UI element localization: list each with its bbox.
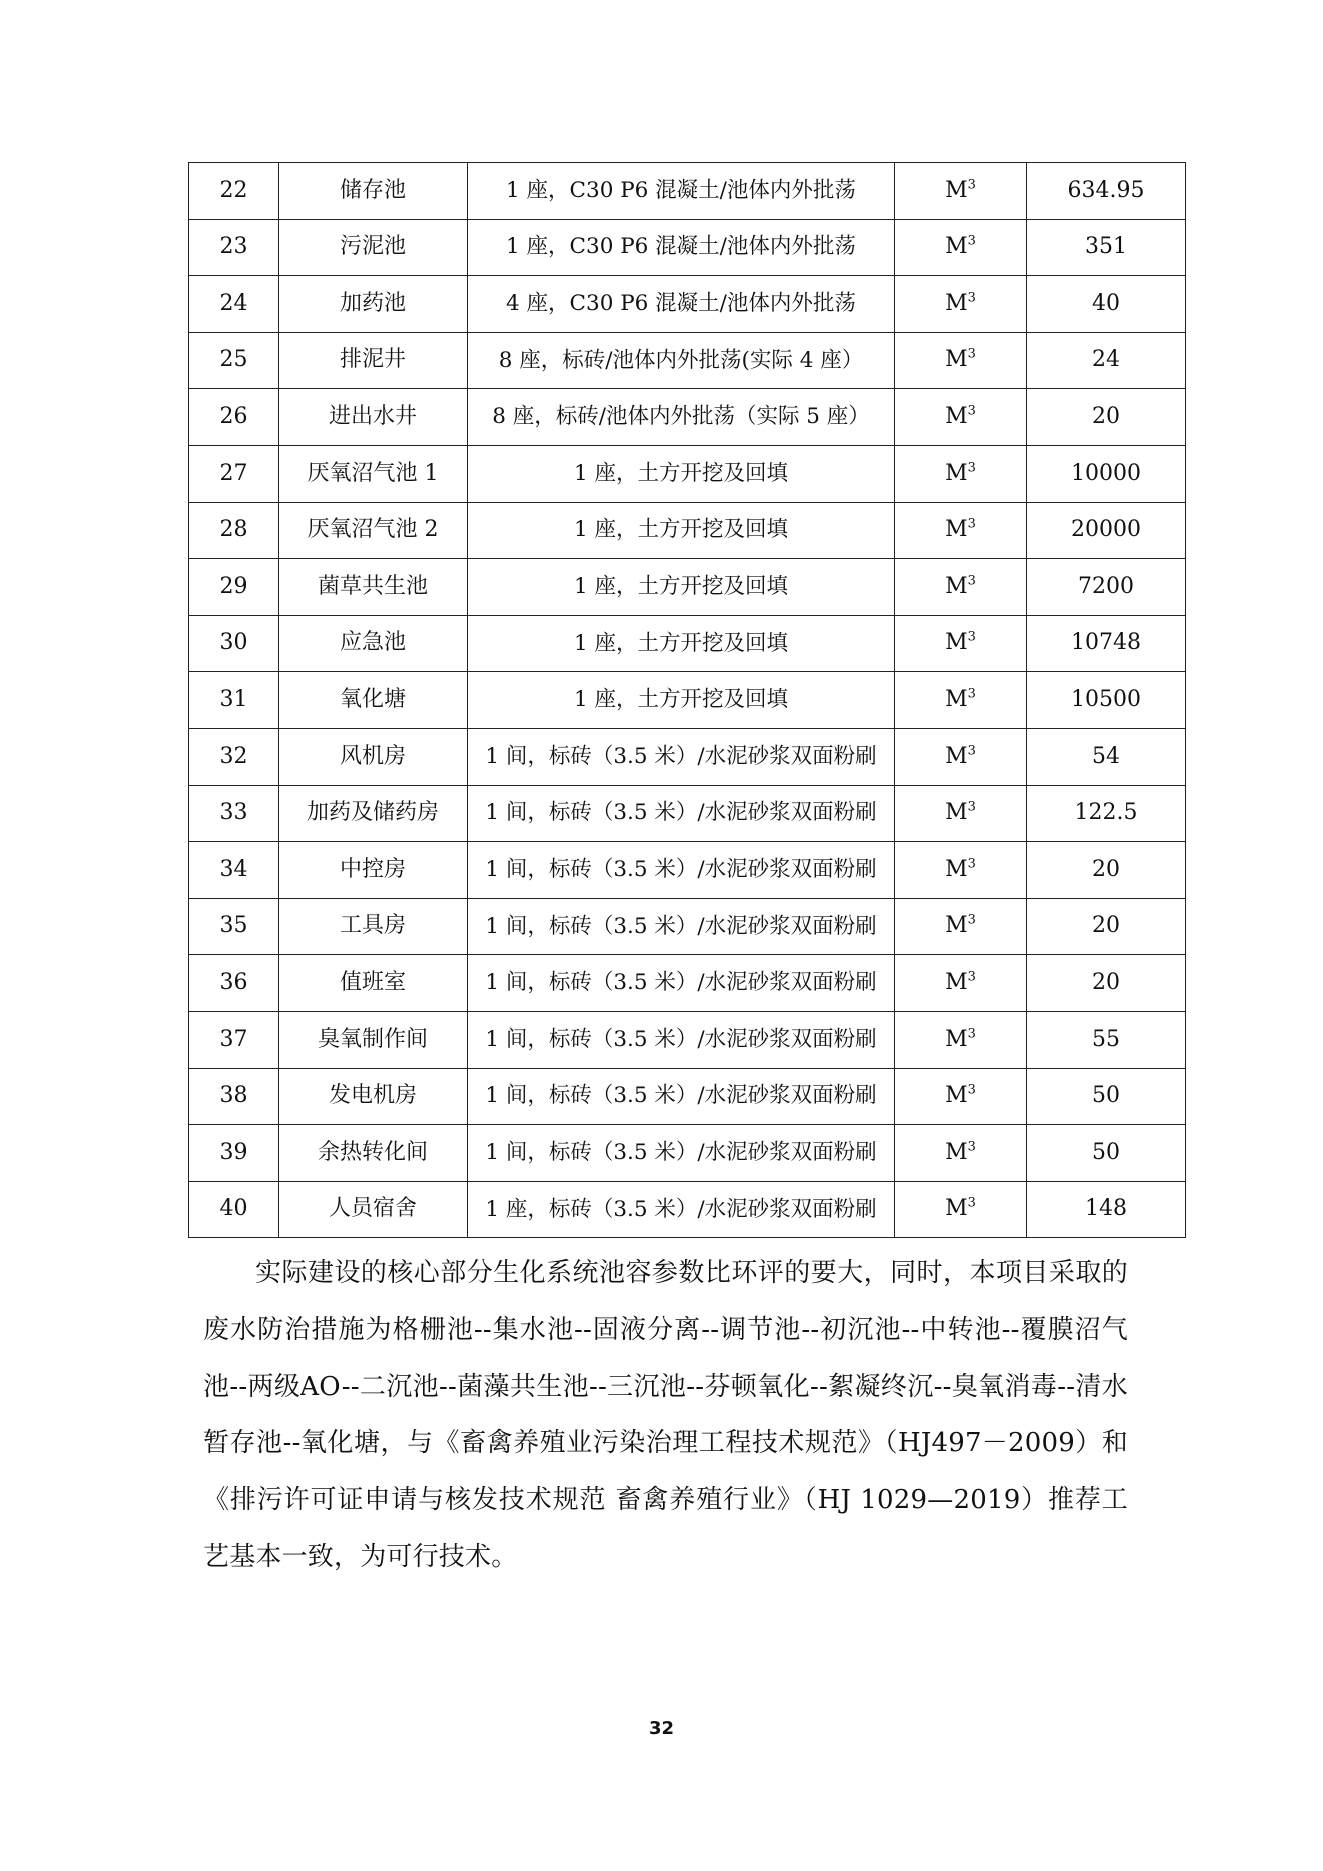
- table-row-22: [189, 163, 1186, 220]
- unit-cell: [895, 1181, 1027, 1238]
- item-description-cell: 1 间，标砖（3.5 米）/水泥砂浆双面粉刷: [468, 1125, 895, 1182]
- quantity-cell: 50: [1027, 1125, 1186, 1182]
- item-description-cell: 8 座，标砖/池体内外批荡（实际 5 座）: [468, 389, 895, 446]
- item-name-cell: 人员宿舍: [279, 1181, 468, 1238]
- item-number-cell: 36: [189, 955, 279, 1012]
- item-name-cell: 氧化塘: [279, 672, 468, 729]
- table-row-40: [189, 1181, 1186, 1238]
- item-number-cell: 29: [189, 559, 279, 616]
- unit-exponent: 3: [967, 1082, 976, 1098]
- item-number-cell: 33: [189, 785, 279, 842]
- quantity-cell: 24: [1027, 332, 1186, 389]
- unit-base: M: [945, 800, 968, 826]
- unit-base: M: [945, 234, 968, 260]
- item-number-cell: 35: [189, 898, 279, 955]
- unit-exponent: 3: [967, 177, 976, 193]
- table-row-32: [189, 728, 1186, 785]
- table-row-27: [189, 445, 1186, 502]
- item-name-cell: 余热转化间: [279, 1125, 468, 1182]
- item-description-cell: 1 座，标砖（3.5 米）/水泥砂浆双面粉刷: [468, 1181, 895, 1238]
- item-number-cell: 38: [189, 1068, 279, 1125]
- unit-cell: [895, 332, 1027, 389]
- quantity-cell: 7200: [1027, 559, 1186, 616]
- item-name-cell: 排泥井: [279, 332, 468, 389]
- quantity-cell: 122.5: [1027, 785, 1186, 842]
- page-number: 32: [648, 1718, 675, 1739]
- quantity-cell: 634.95: [1027, 163, 1186, 220]
- unit-base: M: [945, 573, 968, 599]
- unit-exponent: 3: [967, 686, 976, 702]
- item-description-cell: 1 间，标砖（3.5 米）/水泥砂浆双面粉刷: [468, 785, 895, 842]
- unit-exponent: 3: [967, 1139, 976, 1155]
- table-row-38: [189, 1068, 1186, 1125]
- unit-exponent: 3: [967, 1026, 976, 1042]
- item-number-cell: 28: [189, 502, 279, 559]
- quantity-cell: 54: [1027, 728, 1186, 785]
- unit-base: M: [945, 177, 968, 203]
- item-description-cell: 1 座，土方开挖及回填: [468, 502, 895, 559]
- unit-cell: [895, 1068, 1027, 1125]
- quantity-cell: 351: [1027, 219, 1186, 276]
- unit-cell: [895, 559, 1027, 616]
- item-name-cell: 发电机房: [279, 1068, 468, 1125]
- unit-cell: [895, 163, 1027, 220]
- unit-base: M: [945, 517, 968, 543]
- unit-exponent: 3: [967, 743, 976, 759]
- unit-cell: [895, 445, 1027, 502]
- unit-exponent: 3: [967, 912, 976, 928]
- unit-cell: [895, 842, 1027, 899]
- unit-exponent: 3: [967, 969, 976, 985]
- item-name-cell: 工具房: [279, 898, 468, 955]
- unit-cell: [895, 219, 1027, 276]
- quantity-cell: 40: [1027, 276, 1186, 333]
- item-name-cell: 值班室: [279, 955, 468, 1012]
- item-number-cell: 22: [189, 163, 279, 220]
- item-name-cell: 储存池: [279, 163, 468, 220]
- item-description-cell: 1 座，土方开挖及回填: [468, 559, 895, 616]
- item-number-cell: 26: [189, 389, 279, 446]
- item-number-cell: 31: [189, 672, 279, 729]
- unit-exponent: 3: [967, 290, 976, 306]
- item-name-cell: 加药及储药房: [279, 785, 468, 842]
- quantity-cell: 20: [1027, 842, 1186, 899]
- item-name-cell: 厌氧沼气池 1: [279, 445, 468, 502]
- unit-base: M: [945, 1139, 968, 1165]
- unit-base: M: [945, 347, 968, 373]
- unit-base: M: [945, 1083, 968, 1109]
- item-description-cell: 8 座，标砖/池体内外批荡(实际 4 座）: [468, 332, 895, 389]
- unit-cell: [895, 389, 1027, 446]
- unit-base: M: [945, 290, 968, 316]
- item-number-cell: 24: [189, 276, 279, 333]
- table-row-37: [189, 1011, 1186, 1068]
- item-description-cell: 1 间，标砖（3.5 米）/水泥砂浆双面粉刷: [468, 842, 895, 899]
- item-number-cell: 39: [189, 1125, 279, 1182]
- unit-cell: [895, 728, 1027, 785]
- quantity-cell: 55: [1027, 1011, 1186, 1068]
- unit-exponent: 3: [967, 403, 976, 419]
- item-number-cell: 40: [189, 1181, 279, 1238]
- table-row-34: [189, 842, 1186, 899]
- table-row-26: [189, 389, 1186, 446]
- item-description-cell: 1 间，标砖（3.5 米）/水泥砂浆双面粉刷: [468, 728, 895, 785]
- item-name-cell: 菌草共生池: [279, 559, 468, 616]
- table-row-36: [189, 955, 1186, 1012]
- unit-cell: [895, 955, 1027, 1012]
- item-number-cell: 32: [189, 728, 279, 785]
- item-number-cell: 37: [189, 1011, 279, 1068]
- item-number-cell: 30: [189, 615, 279, 672]
- unit-base: M: [945, 403, 968, 429]
- unit-exponent: 3: [967, 516, 976, 532]
- table-row-39: [189, 1125, 1186, 1182]
- unit-base: M: [945, 1026, 968, 1052]
- item-description-cell: 1 座，C30 P6 混凝土/池体内外批荡: [468, 219, 895, 276]
- unit-exponent: 3: [967, 856, 976, 872]
- unit-cell: [895, 898, 1027, 955]
- item-name-cell: 应急池: [279, 615, 468, 672]
- table-row-33: [189, 785, 1186, 842]
- table-row-23: [189, 219, 1186, 276]
- construction-items-table: [188, 162, 1186, 1238]
- table-row-30: [189, 615, 1186, 672]
- item-description-cell: 4 座，C30 P6 混凝土/池体内外批荡: [468, 276, 895, 333]
- item-name-cell: 污泥池: [279, 219, 468, 276]
- unit-base: M: [945, 630, 968, 656]
- item-name-cell: 臭氧制作间: [279, 1011, 468, 1068]
- unit-base: M: [945, 686, 968, 712]
- item-description-cell: 1 间，标砖（3.5 米）/水泥砂浆双面粉刷: [468, 898, 895, 955]
- item-description-cell: 1 座，C30 P6 混凝土/池体内外批荡: [468, 163, 895, 220]
- table-body: [189, 163, 1186, 1238]
- table-row-31: [189, 672, 1186, 729]
- unit-cell: [895, 785, 1027, 842]
- unit-exponent: 3: [967, 233, 976, 249]
- unit-cell: [895, 502, 1027, 559]
- item-number-cell: 25: [189, 332, 279, 389]
- item-number-cell: 27: [189, 445, 279, 502]
- quantity-cell: 148: [1027, 1181, 1186, 1238]
- quantity-cell: 20: [1027, 389, 1186, 446]
- unit-base: M: [945, 856, 968, 882]
- unit-base: M: [945, 969, 968, 995]
- item-description-cell: 1 间，标砖（3.5 米）/水泥砂浆双面粉刷: [468, 1068, 895, 1125]
- unit-exponent: 3: [967, 1195, 976, 1211]
- quantity-cell: 10748: [1027, 615, 1186, 672]
- unit-cell: [895, 276, 1027, 333]
- item-description-cell: 1 座，土方开挖及回填: [468, 672, 895, 729]
- table-row-25: [189, 332, 1186, 389]
- table-row-24: [189, 276, 1186, 333]
- quantity-cell: 20: [1027, 955, 1186, 1012]
- item-name-cell: 加药池: [279, 276, 468, 333]
- item-name-cell: 进出水井: [279, 389, 468, 446]
- table-row-35: [189, 898, 1186, 955]
- unit-cell: [895, 1011, 1027, 1068]
- item-name-cell: 中控房: [279, 842, 468, 899]
- unit-exponent: 3: [967, 630, 976, 646]
- item-description-cell: 1 座，土方开挖及回填: [468, 615, 895, 672]
- item-description-cell: 1 间，标砖（3.5 米）/水泥砂浆双面粉刷: [468, 1011, 895, 1068]
- quantity-cell: 10000: [1027, 445, 1186, 502]
- quantity-cell: 20000: [1027, 502, 1186, 559]
- quantity-cell: 20: [1027, 898, 1186, 955]
- item-description-cell: 1 座，土方开挖及回填: [468, 445, 895, 502]
- table-row-29: [189, 559, 1186, 616]
- item-number-cell: 23: [189, 219, 279, 276]
- unit-exponent: 3: [967, 460, 976, 476]
- unit-base: M: [945, 743, 968, 769]
- unit-exponent: 3: [967, 799, 976, 815]
- unit-base: M: [945, 1196, 968, 1222]
- unit-cell: [895, 672, 1027, 729]
- item-number-cell: 34: [189, 842, 279, 899]
- unit-base: M: [945, 460, 968, 486]
- item-name-cell: 风机房: [279, 728, 468, 785]
- quantity-cell: 50: [1027, 1068, 1186, 1125]
- unit-cell: [895, 615, 1027, 672]
- item-description-cell: 1 间，标砖（3.5 米）/水泥砂浆双面粉刷: [468, 955, 895, 1012]
- unit-exponent: 3: [967, 573, 976, 589]
- quantity-cell: 10500: [1027, 672, 1186, 729]
- body-paragraph: 实际建设的核心部分生化系统池容参数比环评的要大，同时，本项目采取的废水防治措施为格栅池--集水池--固液分离--调节池--初沉池--中转池--覆膜沼气池--两级AO--二沉池--菌藻共生池--三沉池--芬顿氧化--絮凝终沉--臭氧消毒--清水暂存池--氧化塘，与《畜禽养殖业污染治理工程技术规范》（HJ497－2009）和《排污许可证申请与核发技术规范 畜禽养殖行业》（HJ 1029—2019）推荐工艺基本一致，为可行技术。: [203, 1258, 1128, 1572]
- unit-base: M: [945, 913, 968, 939]
- unit-cell: [895, 1125, 1027, 1182]
- table-row-28: [189, 502, 1186, 559]
- item-name-cell: 厌氧沼气池 2: [279, 502, 468, 559]
- unit-exponent: 3: [967, 347, 976, 363]
